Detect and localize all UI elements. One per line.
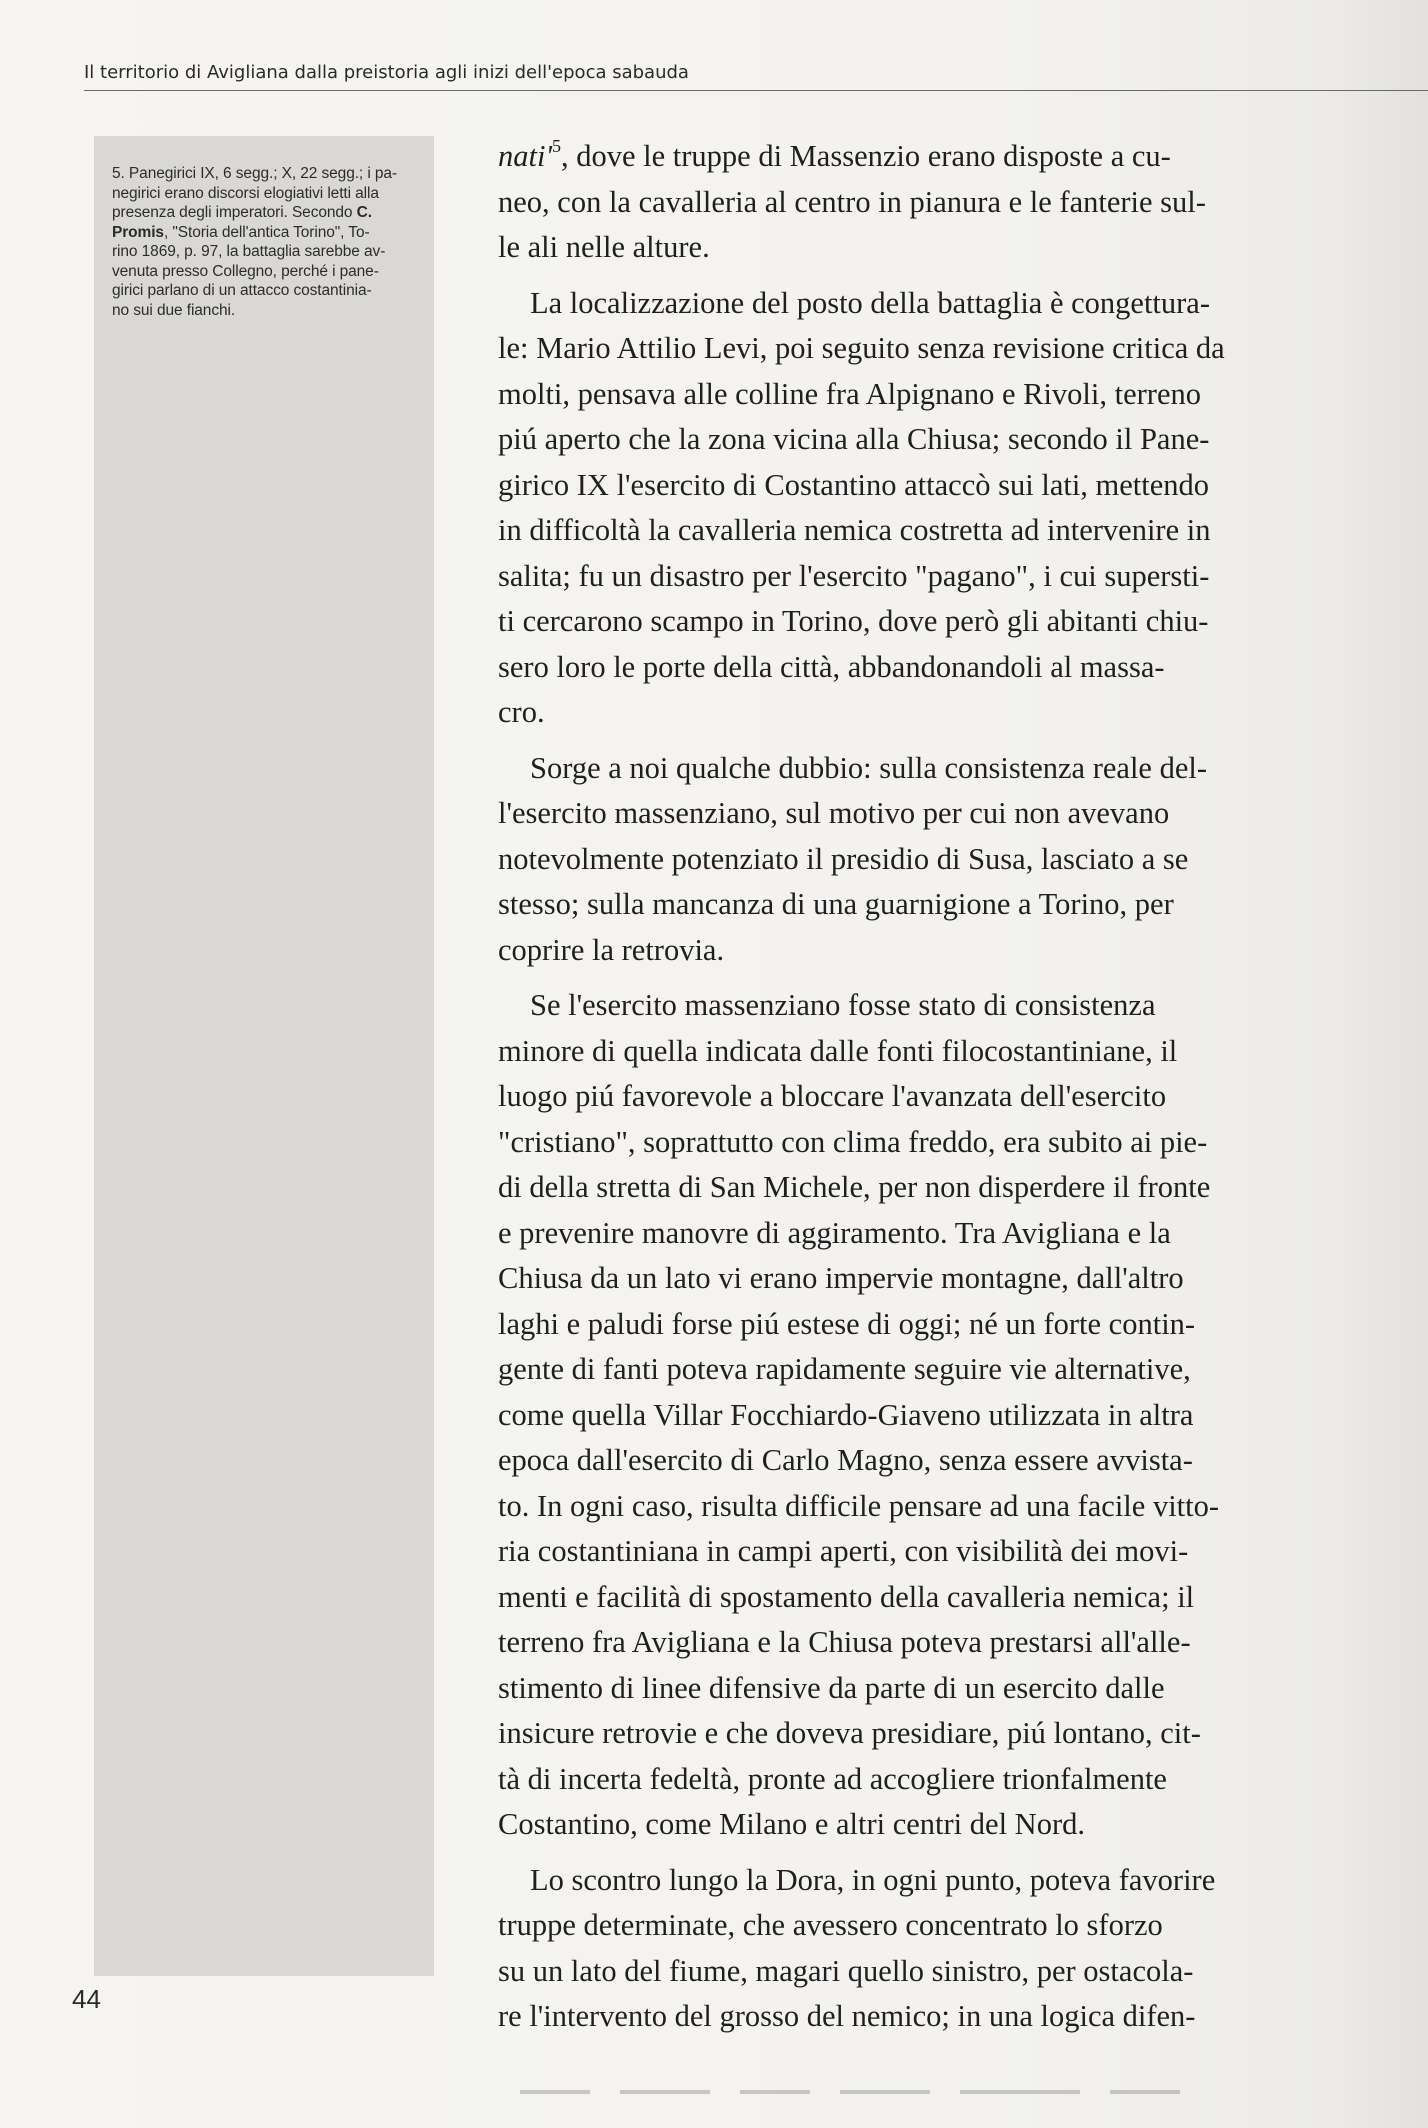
body-line: cro. — [498, 695, 545, 729]
body-line: ria costantiniana in campi aperti, con visibilità dei movi- — [498, 1534, 1189, 1568]
footnote-line: girici parlano di un attacco costantinia- — [112, 282, 372, 299]
body-line: insicure retrovie e che doveva presidiare, piú lontano, cit- — [498, 1716, 1201, 1750]
body-line: come quella Villar Focchiardo-Giaveno utilizzata in altra — [498, 1397, 1194, 1432]
body-line: menti e facilità di spostamento della cavalleria nemica; il — [498, 1579, 1195, 1614]
body-line: e prevenire manovre di aggiramento. Tra Avigliana e la — [498, 1215, 1171, 1250]
body-line: girico IX l'esercito di Costantino attaccò sui lati, mettendo — [498, 467, 1210, 502]
margin-note-box — [94, 136, 434, 1976]
body-line — [498, 134, 1398, 180]
body-line: sero loro le porte della città, abbandonandoli al massa- — [498, 649, 1165, 684]
main-text-column — [498, 134, 1398, 2050]
body-line: gente di fanti poteva rapidamente seguire vie alternative, — [498, 1352, 1191, 1386]
body-line: coprire la retrovia. — [498, 932, 725, 967]
body-line: truppe determinate, che avessero concentrato lo sforzo — [498, 1908, 1163, 1942]
body-line: salita; fu un disastro per l'esercito "pagano", i cui supersti- — [498, 558, 1210, 593]
body-line: in difficoltà la cavalleria nemica costretta ad intervenire in — [498, 513, 1211, 547]
body-line: su un lato del fiume, magari quello sinistro, per ostacola- — [498, 1953, 1194, 1988]
italic-quote-end: nati' — [498, 139, 552, 173]
body-line: to. In ogni caso, risulta difficile pensare ad una facile vitto- — [498, 1488, 1220, 1523]
bottom-mark — [740, 2090, 810, 2094]
body-line: piú aperto che la zona vicina alla Chiusa; secondo il Pane- — [498, 422, 1210, 456]
bottom-mark — [520, 2090, 590, 2094]
body-line: tà di incerta fedeltà, pronte ad accogliere trionfalmente — [498, 1761, 1167, 1796]
bottom-mark — [1110, 2090, 1180, 2094]
footnote-5 — [112, 164, 428, 320]
body-line: La localizzazione del posto della battaglia è congettura- — [530, 285, 1210, 320]
body-line: minore di quella indicata dalle fonti filocostantiniane, il — [498, 1033, 1178, 1068]
footnote-line-text: presenza degli imperatori. Secondo — [112, 204, 357, 221]
body-line: di della stretta di San Michele, per non disperdere il fronte — [498, 1170, 1211, 1204]
body-paragraph — [498, 1858, 1398, 2040]
body-paragraph — [498, 134, 1398, 271]
body-line: neo, con la cavalleria al centro in pianura e le fanterie sul- — [498, 184, 1206, 219]
body-line: Se l'esercito massenziano fosse stato di consistenza — [530, 988, 1156, 1022]
body-line: ti cercarono scampo in Torino, dove però gli abitanti chiu- — [498, 604, 1209, 638]
bottom-page-marks — [520, 2090, 1400, 2096]
footnote-line: 5. Panegirici IX, 6 segg.; X, 22 segg.; i pa- — [112, 165, 397, 182]
body-line: epoca dall'esercito di Carlo Magno, senza essere avvista- — [498, 1443, 1193, 1477]
body-paragraph — [498, 983, 1398, 1848]
body-paragraph — [498, 746, 1398, 974]
footnote-author-initial: C. — [356, 204, 372, 221]
footnote-line — [112, 223, 428, 243]
footnote-line — [112, 203, 428, 223]
footnote-line: rino 1869, p. 97, la battaglia sarebbe av- — [112, 243, 386, 260]
body-line: l'esercito massenziano, sul motivo per cui non avevano — [498, 796, 1170, 830]
bottom-mark — [620, 2090, 710, 2094]
body-line: le: Mario Attilio Levi, poi seguito senza revisione critica da — [498, 331, 1225, 365]
body-line: Chiusa da un lato vi erano impervie montagne, dall'altro — [498, 1261, 1184, 1295]
header-rule — [84, 90, 1428, 91]
page-number: 44 — [72, 1984, 101, 2014]
footnote-line: venuta presso Collegno, perché i pane- — [112, 262, 379, 280]
body-line: molti, pensava alle colline fra Alpignano e Rivoli, terreno — [498, 376, 1201, 411]
body-line: stimento di linee difensive da parte di un esercito dalle — [498, 1670, 1165, 1705]
body-line: laghi e paludi forse piú estese di oggi; né un forte contin- — [498, 1306, 1196, 1341]
footnote-line-rest: , "Storia dell'antica Torino", To- — [163, 223, 370, 241]
footnote-line: negirici erano discorsi elogiativi letti alla — [112, 184, 379, 202]
running-head: Il territorio di Avigliana dalla preistoria agli inizi dell'epoca sabauda — [84, 62, 689, 83]
body-line: "cristiano", soprattutto con clima freddo, era subito ai pie- — [498, 1124, 1208, 1159]
body-paragraph — [498, 281, 1398, 736]
footnote-reference: 5 — [551, 136, 561, 156]
body-line: Sorge a noi qualche dubbio: sulla consistenza reale del- — [530, 750, 1208, 785]
footnote-author-name: Promis — [112, 223, 164, 241]
body-line: terreno fra Avigliana e la Chiusa poteva prestarsi all'alle- — [498, 1625, 1191, 1659]
body-line: re l'intervento del grosso del nemico; in una logica difen- — [498, 1999, 1196, 2033]
footnote-line: no sui due fianchi. — [112, 301, 236, 319]
body-line: stesso; sulla mancanza di una guarnigione a Torino, per — [498, 887, 1174, 921]
body-line: Lo scontro lungo la Dora, in ogni punto, poteva favorire — [530, 1862, 1216, 1897]
bottom-mark — [840, 2090, 930, 2094]
bottom-mark — [960, 2090, 1080, 2094]
body-line: le ali nelle alture. — [498, 230, 710, 264]
body-line: Costantino, come Milano e altri centri del Nord. — [498, 1807, 1085, 1841]
body-line-text: , dove le truppe di Massenzio erano disposte a cu- — [560, 139, 1171, 173]
body-line: luogo piú favorevole a bloccare l'avanzata dell'esercito — [498, 1079, 1167, 1113]
body-line: notevolmente potenziato il presidio di Susa, lasciato a se — [498, 841, 1189, 876]
